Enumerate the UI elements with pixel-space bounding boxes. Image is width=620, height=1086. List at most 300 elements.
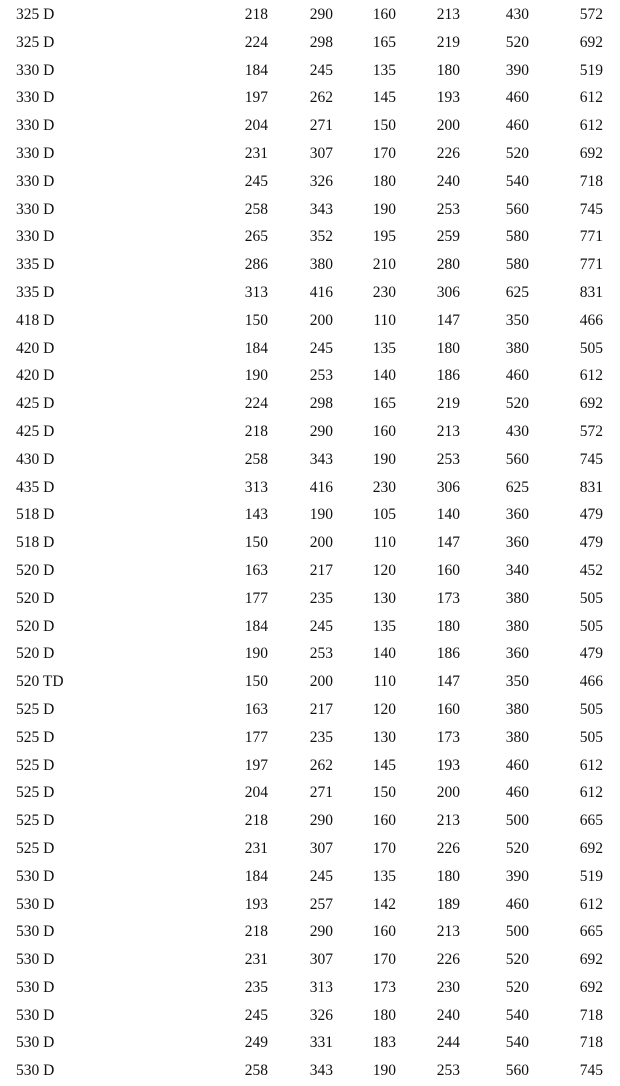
value-cell: 189	[436, 895, 460, 913]
value-cell: 180	[436, 867, 460, 885]
value-cell: 262	[309, 89, 333, 107]
table-row	[0, 973, 620, 1001]
table-row	[0, 250, 620, 278]
model-cell: 530 D	[16, 1062, 55, 1080]
value-cell: 135	[372, 867, 396, 885]
value-cell: 197	[244, 756, 268, 774]
value-cell: 340	[505, 561, 529, 579]
value-cell: 200	[309, 311, 333, 329]
model-cell: 330 D	[16, 228, 55, 246]
value-cell: 217	[309, 700, 333, 718]
table-row	[0, 111, 620, 139]
value-cell: 170	[372, 951, 396, 969]
value-cell: 343	[309, 450, 333, 468]
model-cell: 530 D	[16, 867, 55, 885]
value-cell: 130	[372, 728, 396, 746]
table-row	[0, 306, 620, 334]
value-cell: 235	[309, 589, 333, 607]
table-row	[0, 0, 620, 28]
value-cell: 163	[244, 700, 268, 718]
model-cell: 430 D	[16, 450, 55, 468]
value-cell: 612	[579, 756, 603, 774]
value-cell: 244	[436, 1034, 460, 1052]
value-cell: 430	[505, 6, 529, 23]
model-cell: 425 D	[16, 395, 55, 413]
value-cell: 105	[372, 506, 396, 524]
value-cell: 298	[309, 33, 333, 51]
value-cell: 625	[505, 478, 529, 496]
value-cell: 745	[579, 200, 603, 218]
value-cell: 160	[436, 700, 460, 718]
value-cell: 120	[372, 561, 396, 579]
value-cell: 326	[309, 1006, 333, 1024]
value-cell: 331	[309, 1034, 333, 1052]
value-cell: 307	[309, 144, 333, 162]
value-cell: 380	[505, 339, 529, 357]
value-cell: 257	[309, 895, 333, 913]
table-row	[0, 500, 620, 528]
value-cell: 219	[436, 395, 460, 413]
value-cell: 190	[372, 200, 396, 218]
value-cell: 313	[244, 283, 268, 301]
value-cell: 745	[579, 1062, 603, 1080]
value-cell: 343	[309, 1062, 333, 1080]
table-row	[0, 723, 620, 751]
value-cell: 380	[505, 589, 529, 607]
value-cell: 143	[244, 506, 268, 524]
value-cell: 230	[372, 478, 396, 496]
value-cell: 360	[505, 645, 529, 663]
value-cell: 219	[436, 33, 460, 51]
table-row	[0, 445, 620, 473]
value-cell: 380	[505, 617, 529, 635]
value-cell: 245	[309, 61, 333, 79]
value-cell: 160	[372, 422, 396, 440]
model-cell: 525 D	[16, 784, 55, 802]
table-row	[0, 1056, 620, 1084]
value-cell: 200	[436, 784, 460, 802]
value-cell: 718	[579, 1006, 603, 1024]
value-cell: 177	[244, 728, 268, 746]
value-cell: 460	[505, 895, 529, 913]
value-cell: 173	[372, 978, 396, 996]
value-cell: 180	[436, 61, 460, 79]
value-cell: 140	[372, 367, 396, 385]
value-cell: 193	[436, 756, 460, 774]
value-cell: 505	[579, 617, 603, 635]
value-cell: 235	[244, 978, 268, 996]
table-row	[0, 83, 620, 111]
table-row	[0, 778, 620, 806]
value-cell: 580	[505, 256, 529, 274]
value-cell: 210	[372, 256, 396, 274]
value-cell: 343	[309, 200, 333, 218]
model-cell: 420 D	[16, 367, 55, 385]
value-cell: 831	[579, 283, 603, 301]
value-cell: 520	[505, 839, 529, 857]
value-cell: 290	[309, 6, 333, 23]
value-cell: 306	[436, 478, 460, 496]
value-cell: 218	[244, 923, 268, 941]
value-cell: 580	[505, 228, 529, 246]
value-cell: 173	[436, 589, 460, 607]
model-cell: 530 D	[16, 1006, 55, 1024]
table-row	[0, 361, 620, 389]
value-cell: 150	[244, 311, 268, 329]
value-cell: 224	[244, 395, 268, 413]
value-cell: 665	[579, 923, 603, 941]
model-cell: 335 D	[16, 256, 55, 274]
value-cell: 692	[579, 951, 603, 969]
table-row	[0, 278, 620, 306]
value-cell: 612	[579, 89, 603, 107]
value-cell: 612	[579, 784, 603, 802]
value-cell: 460	[505, 89, 529, 107]
value-cell: 665	[579, 812, 603, 830]
table-row	[0, 639, 620, 667]
value-cell: 183	[372, 1034, 396, 1052]
value-cell: 466	[579, 311, 603, 329]
table-row	[0, 334, 620, 362]
value-cell: 145	[372, 756, 396, 774]
value-cell: 520	[505, 144, 529, 162]
table-row	[0, 862, 620, 890]
model-cell: 525 D	[16, 728, 55, 746]
value-cell: 226	[436, 839, 460, 857]
value-cell: 692	[579, 978, 603, 996]
value-cell: 265	[244, 228, 268, 246]
value-cell: 160	[436, 561, 460, 579]
value-cell: 350	[505, 673, 529, 691]
model-cell: 520 D	[16, 617, 55, 635]
value-cell: 147	[436, 311, 460, 329]
value-cell: 120	[372, 700, 396, 718]
value-cell: 130	[372, 589, 396, 607]
model-cell: 330 D	[16, 200, 55, 218]
value-cell: 213	[436, 812, 460, 830]
value-cell: 180	[372, 172, 396, 190]
value-cell: 184	[244, 867, 268, 885]
value-cell: 142	[372, 895, 396, 913]
value-cell: 163	[244, 561, 268, 579]
value-cell: 560	[505, 1062, 529, 1080]
value-cell: 180	[436, 339, 460, 357]
value-cell: 180	[436, 617, 460, 635]
model-cell: 530 D	[16, 951, 55, 969]
model-cell: 330 D	[16, 172, 55, 190]
model-cell: 325 D	[16, 33, 55, 51]
value-cell: 140	[436, 506, 460, 524]
table-row	[0, 556, 620, 584]
value-cell: 692	[579, 33, 603, 51]
value-cell: 286	[244, 256, 268, 274]
value-cell: 350	[505, 311, 529, 329]
value-cell: 560	[505, 200, 529, 218]
value-cell: 190	[244, 645, 268, 663]
value-cell: 692	[579, 144, 603, 162]
table-row	[0, 56, 620, 84]
value-cell: 390	[505, 61, 529, 79]
value-cell: 177	[244, 589, 268, 607]
value-cell: 290	[309, 923, 333, 941]
model-cell: 520 D	[16, 561, 55, 579]
value-cell: 150	[244, 534, 268, 552]
value-cell: 479	[579, 534, 603, 552]
value-cell: 218	[244, 422, 268, 440]
model-cell: 330 D	[16, 144, 55, 162]
value-cell: 430	[505, 422, 529, 440]
model-cell: 418 D	[16, 311, 55, 329]
value-cell: 831	[579, 478, 603, 496]
value-cell: 259	[436, 228, 460, 246]
value-cell: 110	[373, 311, 396, 329]
model-cell: 520 TD	[16, 673, 64, 691]
value-cell: 307	[309, 951, 333, 969]
value-cell: 230	[372, 283, 396, 301]
value-cell: 298	[309, 395, 333, 413]
value-cell: 186	[436, 645, 460, 663]
value-cell: 718	[579, 1034, 603, 1052]
table-row	[0, 834, 620, 862]
value-cell: 224	[244, 33, 268, 51]
value-cell: 416	[309, 283, 333, 301]
value-cell: 466	[579, 673, 603, 691]
table-row	[0, 917, 620, 945]
value-cell: 505	[579, 728, 603, 746]
model-cell: 330 D	[16, 61, 55, 79]
value-cell: 218	[244, 6, 268, 23]
value-cell: 416	[309, 478, 333, 496]
table-row	[0, 28, 620, 56]
value-cell: 200	[436, 117, 460, 135]
value-cell: 180	[372, 1006, 396, 1024]
value-cell: 258	[244, 450, 268, 468]
value-cell: 231	[244, 951, 268, 969]
value-cell: 479	[579, 506, 603, 524]
value-cell: 135	[372, 617, 396, 635]
value-cell: 204	[244, 784, 268, 802]
value-cell: 147	[436, 673, 460, 691]
value-cell: 380	[309, 256, 333, 274]
value-cell: 390	[505, 867, 529, 885]
value-cell: 520	[505, 978, 529, 996]
table-row	[0, 473, 620, 501]
value-cell: 190	[309, 506, 333, 524]
value-cell: 213	[436, 422, 460, 440]
value-cell: 184	[244, 61, 268, 79]
value-cell: 540	[505, 1006, 529, 1024]
value-cell: 271	[309, 117, 333, 135]
value-cell: 245	[244, 1006, 268, 1024]
value-cell: 505	[579, 339, 603, 357]
value-cell: 240	[436, 1006, 460, 1024]
value-cell: 460	[505, 367, 529, 385]
model-cell: 520 D	[16, 589, 55, 607]
value-cell: 204	[244, 117, 268, 135]
value-cell: 245	[244, 172, 268, 190]
value-cell: 218	[244, 812, 268, 830]
model-cell: 530 D	[16, 895, 55, 913]
value-cell: 313	[244, 478, 268, 496]
value-cell: 380	[505, 728, 529, 746]
value-cell: 160	[372, 812, 396, 830]
value-cell: 150	[244, 673, 268, 691]
table-row	[0, 417, 620, 445]
value-cell: 226	[436, 951, 460, 969]
value-cell: 612	[579, 895, 603, 913]
value-cell: 213	[436, 923, 460, 941]
value-cell: 500	[505, 812, 529, 830]
value-cell: 306	[436, 283, 460, 301]
value-cell: 519	[579, 61, 603, 79]
model-cell: 435 D	[16, 478, 55, 496]
value-cell: 195	[372, 228, 396, 246]
value-cell: 165	[372, 395, 396, 413]
value-cell: 307	[309, 839, 333, 857]
value-cell: 170	[372, 839, 396, 857]
value-cell: 479	[579, 645, 603, 663]
value-cell: 572	[579, 422, 603, 440]
value-cell: 253	[309, 645, 333, 663]
value-cell: 145	[372, 89, 396, 107]
model-cell: 330 D	[16, 89, 55, 107]
table-row	[0, 1028, 620, 1056]
value-cell: 200	[309, 534, 333, 552]
value-cell: 160	[372, 923, 396, 941]
value-cell: 519	[579, 867, 603, 885]
table-row	[0, 584, 620, 612]
value-cell: 135	[372, 61, 396, 79]
value-cell: 245	[309, 617, 333, 635]
value-cell: 190	[244, 367, 268, 385]
value-cell: 258	[244, 200, 268, 218]
table-row	[0, 612, 620, 640]
value-cell: 193	[244, 895, 268, 913]
value-cell: 352	[309, 228, 333, 246]
model-cell: 525 D	[16, 839, 55, 857]
table-row	[0, 695, 620, 723]
value-cell: 190	[372, 450, 396, 468]
value-cell: 313	[309, 978, 333, 996]
model-cell: 518 D	[16, 534, 55, 552]
value-cell: 170	[372, 144, 396, 162]
value-cell: 231	[244, 839, 268, 857]
value-cell: 380	[505, 700, 529, 718]
value-cell: 173	[436, 728, 460, 746]
table-row	[0, 139, 620, 167]
model-cell: 425 D	[16, 422, 55, 440]
value-cell: 253	[309, 367, 333, 385]
table-row	[0, 167, 620, 195]
table-row	[0, 528, 620, 556]
model-cell: 530 D	[16, 923, 55, 941]
model-cell: 335 D	[16, 283, 55, 301]
table-row	[0, 751, 620, 779]
value-cell: 360	[505, 534, 529, 552]
value-cell: 692	[579, 839, 603, 857]
value-cell: 165	[372, 33, 396, 51]
value-cell: 213	[436, 6, 460, 23]
value-cell: 184	[244, 617, 268, 635]
value-cell: 520	[505, 395, 529, 413]
value-cell: 745	[579, 450, 603, 468]
value-cell: 520	[505, 33, 529, 51]
value-cell: 160	[372, 6, 396, 23]
value-cell: 692	[579, 395, 603, 413]
table-row	[0, 1001, 620, 1029]
table-row	[0, 945, 620, 973]
table-row	[0, 667, 620, 695]
value-cell: 150	[372, 117, 396, 135]
value-cell: 360	[505, 506, 529, 524]
value-cell: 186	[436, 367, 460, 385]
table-row	[0, 195, 620, 223]
value-cell: 718	[579, 172, 603, 190]
value-cell: 540	[505, 172, 529, 190]
value-cell: 290	[309, 812, 333, 830]
value-cell: 240	[436, 172, 460, 190]
value-cell: 505	[579, 589, 603, 607]
value-cell: 460	[505, 756, 529, 774]
model-cell: 525 D	[16, 812, 55, 830]
value-cell: 235	[309, 728, 333, 746]
value-cell: 245	[309, 339, 333, 357]
value-cell: 249	[244, 1034, 268, 1052]
value-cell: 625	[505, 283, 529, 301]
value-cell: 540	[505, 1034, 529, 1052]
table-row	[0, 222, 620, 250]
value-cell: 217	[309, 561, 333, 579]
value-cell: 572	[579, 6, 603, 23]
value-cell: 280	[436, 256, 460, 274]
value-cell: 262	[309, 756, 333, 774]
value-cell: 147	[436, 534, 460, 552]
value-cell: 110	[373, 534, 396, 552]
value-cell: 135	[372, 339, 396, 357]
table-row	[0, 806, 620, 834]
table-row	[0, 389, 620, 417]
model-cell: 530 D	[16, 978, 55, 996]
value-cell: 771	[579, 256, 603, 274]
model-cell: 420 D	[16, 339, 55, 357]
value-cell: 500	[505, 923, 529, 941]
value-cell: 245	[309, 867, 333, 885]
value-cell: 184	[244, 339, 268, 357]
value-cell: 520	[505, 951, 529, 969]
model-cell: 525 D	[16, 756, 55, 774]
model-cell: 330 D	[16, 117, 55, 135]
value-cell: 290	[309, 422, 333, 440]
value-cell: 230	[436, 978, 460, 996]
value-cell: 193	[436, 89, 460, 107]
value-cell: 326	[309, 172, 333, 190]
value-cell: 612	[579, 117, 603, 135]
value-cell: 460	[505, 117, 529, 135]
value-cell: 190	[372, 1062, 396, 1080]
model-cell: 530 D	[16, 1034, 55, 1052]
value-cell: 200	[309, 673, 333, 691]
model-cell: 525 D	[16, 700, 55, 718]
value-cell: 560	[505, 450, 529, 468]
model-cell: 518 D	[16, 506, 55, 524]
value-cell: 150	[372, 784, 396, 802]
value-cell: 197	[244, 89, 268, 107]
value-cell: 612	[579, 367, 603, 385]
value-cell: 226	[436, 144, 460, 162]
table-row	[0, 890, 620, 918]
value-cell: 271	[309, 784, 333, 802]
value-cell: 110	[373, 673, 396, 691]
